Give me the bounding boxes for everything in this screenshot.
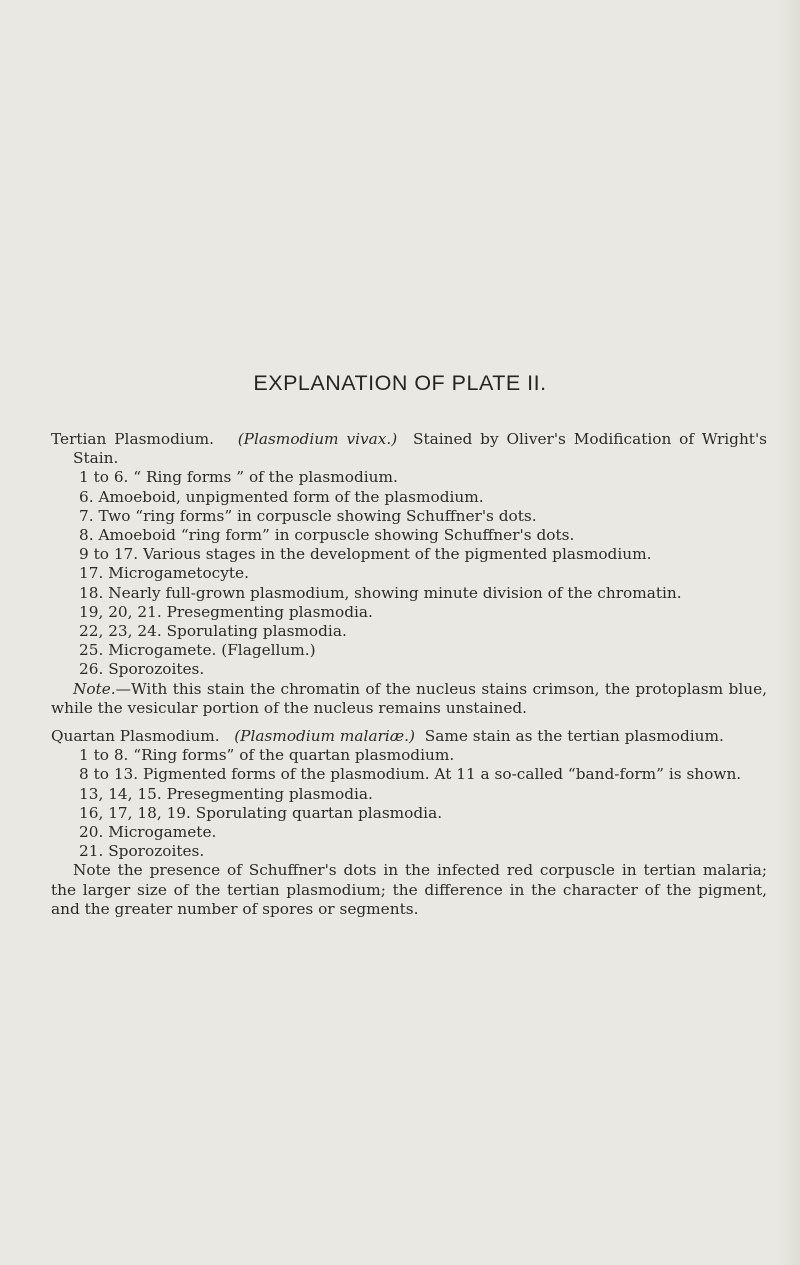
list-item: 1 to 8. “Ring forms” of the quartan plasmodium. (79, 746, 455, 765)
note-label: Note. (73, 679, 116, 698)
tertian-species: (Plasmodium vivax.) (237, 430, 398, 448)
note-text: —With this stain the chromatin of the nucleus stains crimson, the protoplasm blue, while the vesicular portion of the nucleus remains unstained. (51, 679, 767, 717)
plate-explanation (51, 430, 767, 919)
list-item: 26. Sporozoites. (79, 660, 205, 679)
quartan-intro (51, 727, 767, 746)
comparison-note: Note the presence of Schuffner's dots in the infected red corpuscle in tertian malaria; the larger size of the tertian plasmodium; the difference in the character of the pigment, and the greater number of spores or segments. (51, 861, 767, 918)
list-item: 22, 23, 24. Sporulating plasmodia. (79, 622, 347, 641)
tertian-note (51, 680, 767, 718)
tertian-intro (51, 430, 767, 468)
list-item: 16, 17, 18, 19. Sporulating quartan plasmodia. (79, 803, 443, 822)
list-item: 21. Sporozoites. (79, 842, 205, 861)
page-title: EXPLANATION OF PLATE II. (253, 371, 547, 395)
section-gap (51, 718, 767, 727)
list-item: 17. Microgametocyte. (79, 564, 249, 583)
list-item: 19, 20, 21. Presegmenting plasmodia. (79, 602, 373, 621)
list-item: 8 to 13. Pigmented forms of the plasmodium. At 11 a so-called “band-form” is shown. (79, 765, 742, 784)
list-item: 1 to 6. “ Ring forms ” of the plasmodium. (79, 468, 398, 487)
quartan-stain: Same stain as the tertian plasmodium. (424, 727, 724, 746)
list-item: 8. Amoeboid “ring form” in corpuscle showing Schuffner's dots. (79, 526, 575, 545)
list-item: 13, 14, 15. Presegmenting plasmodia. (79, 784, 373, 803)
list-item: 18. Nearly full-grown plasmodium, showing minute division of the chromatin. (79, 583, 682, 602)
tertian-figure-list (51, 468, 767, 679)
list-item: 20. Microgamete. (79, 823, 217, 842)
tertian-heading: Tertian Plasmodium. (51, 430, 215, 448)
quartan-species: (Plasmodium malariæ.) (234, 727, 415, 746)
page-edge-shadow (778, 0, 800, 1265)
quartan-heading: Quartan Plasmodium. (51, 727, 220, 746)
list-item: 7. Two “ring forms” in corpuscle showing Schuffner's dots. (79, 506, 537, 525)
list-item: 25. Microgamete. (Flagellum.) (79, 641, 316, 660)
list-item: 6. Amoeboid, unpigmented form of the plasmodium. (79, 487, 484, 506)
list-item: 9 to 17. Various stages in the development of the pigmented plasmodium. (79, 545, 652, 564)
tertian-stain: Stained by Oliver's Modification of Wright's Stain. (73, 430, 768, 468)
quartan-figure-list (51, 746, 767, 861)
